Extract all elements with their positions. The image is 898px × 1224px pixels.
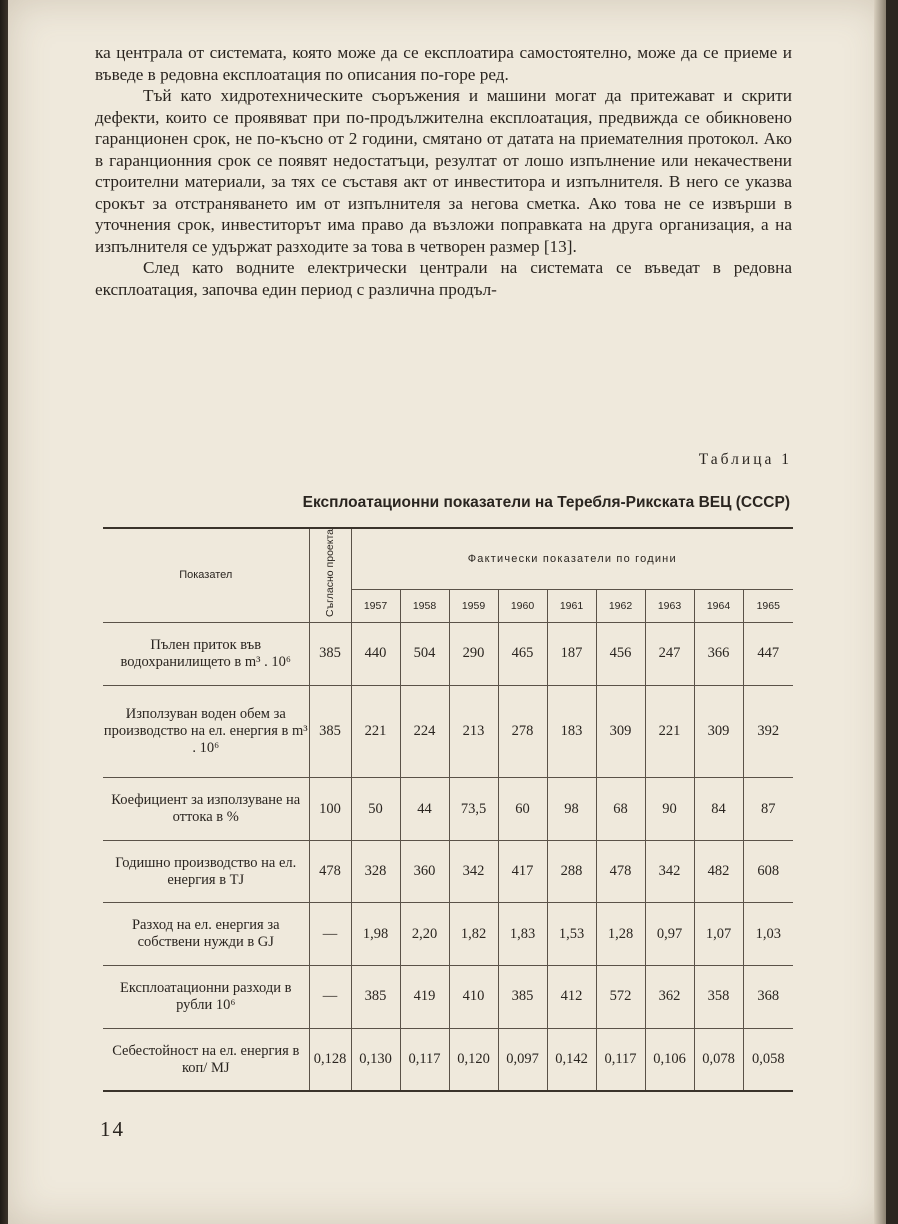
year-value: 87 xyxy=(743,778,793,841)
page-number: 14 xyxy=(100,1117,125,1141)
year-value: 504 xyxy=(400,622,449,685)
year-value: 224 xyxy=(400,685,449,778)
year-value: 385 xyxy=(351,966,400,1029)
year-value: 221 xyxy=(645,685,694,778)
year-header: 1957 xyxy=(351,589,400,622)
year-value: 221 xyxy=(351,685,400,778)
year-value: 309 xyxy=(694,685,743,778)
year-value: 440 xyxy=(351,622,400,685)
table-row xyxy=(103,622,793,685)
project-value: 0,128 xyxy=(309,1028,351,1091)
year-value: 278 xyxy=(498,685,547,778)
year-header: 1963 xyxy=(645,589,694,622)
year-value: 183 xyxy=(547,685,596,778)
year-header: 1959 xyxy=(449,589,498,622)
year-value: 84 xyxy=(694,778,743,841)
indicators-table xyxy=(103,527,793,1092)
year-value: 2,20 xyxy=(400,903,449,966)
table-row xyxy=(103,778,793,841)
project-value: — xyxy=(309,966,351,1029)
page-edge xyxy=(874,0,886,1224)
year-value: 358 xyxy=(694,966,743,1029)
year-header: 1958 xyxy=(400,589,449,622)
year-value: 1,98 xyxy=(351,903,400,966)
row-label: Годишно производство на ел. енергия в TJ xyxy=(103,840,309,903)
year-value: 60 xyxy=(498,778,547,841)
year-value: 187 xyxy=(547,622,596,685)
year-value: 342 xyxy=(449,840,498,903)
year-value: 0,058 xyxy=(743,1028,793,1091)
year-value: 0,120 xyxy=(449,1028,498,1091)
year-value: 572 xyxy=(596,966,645,1029)
year-value: 1,53 xyxy=(547,903,596,966)
year-header: 1965 xyxy=(743,589,793,622)
year-value: 44 xyxy=(400,778,449,841)
year-value: 362 xyxy=(645,966,694,1029)
year-value: 392 xyxy=(743,685,793,778)
year-value: 1,28 xyxy=(596,903,645,966)
year-header: 1964 xyxy=(694,589,743,622)
year-value: 1,83 xyxy=(498,903,547,966)
year-value: 290 xyxy=(449,622,498,685)
year-value: 447 xyxy=(743,622,793,685)
paragraph-warranty: Тъй като хидротехническите съоръжения и машини могат да притежават и скрити дефекти, които се проявяват при по-продължителна експлоатация, предвижда се обикновено гаранционен срок, не по-късно от 2 години, смятано от датата на приемателния протокол. Ако в гаранционния срок се появят недостатъци, резултат от лошо изпълнение или некачествени строителни материали, за тях се съставя акт от инвеститора и изпълнителя. В него се указва срокът за отстраняването им от изпълнителя за негова сметка. Ако това не се извърши в уточнения срок, инвеститорът има право да възложи поправката на друга организация, а на изпълнителя се удържат разходите за това в четворен размер [13]. xyxy=(95,86,792,256)
header-project xyxy=(309,528,351,622)
project-value: 385 xyxy=(309,622,351,685)
book-spine xyxy=(0,0,8,1224)
year-value: 410 xyxy=(449,966,498,1029)
year-value: 465 xyxy=(498,622,547,685)
row-label: Използуван воден обем за производство на ел. енергия в m³ . 10⁶ xyxy=(103,685,309,778)
year-value: 247 xyxy=(645,622,694,685)
year-value: 0,106 xyxy=(645,1028,694,1091)
row-label: Експлоатационни разходи в рубли 10⁶ xyxy=(103,966,309,1029)
year-value: 0,097 xyxy=(498,1028,547,1091)
year-value: 366 xyxy=(694,622,743,685)
row-label: Коефициент за използуване на оттока в % xyxy=(103,778,309,841)
year-value: 412 xyxy=(547,966,596,1029)
table-row xyxy=(103,1028,793,1091)
project-value: 385 xyxy=(309,685,351,778)
header-indicator: Показател xyxy=(103,528,309,622)
year-value: 1,07 xyxy=(694,903,743,966)
year-value: 385 xyxy=(498,966,547,1029)
year-value: 482 xyxy=(694,840,743,903)
year-value: 608 xyxy=(743,840,793,903)
paragraph-continued: ка централа от системата, която може да се експлоатира самостоятелно, може да се приеме и въведе в редовна експлоатация по описания по-горе ред. xyxy=(95,43,792,84)
year-value: 360 xyxy=(400,840,449,903)
table-row xyxy=(103,966,793,1029)
year-value: 73,5 xyxy=(449,778,498,841)
project-value: 478 xyxy=(309,840,351,903)
year-value: 0,117 xyxy=(400,1028,449,1091)
year-header: 1962 xyxy=(596,589,645,622)
year-value: 368 xyxy=(743,966,793,1029)
year-value: 417 xyxy=(498,840,547,903)
year-value: 342 xyxy=(645,840,694,903)
row-label: Пълен приток във водохранилището в m³ . 10⁶ xyxy=(103,622,309,685)
year-value: 68 xyxy=(596,778,645,841)
header-project-label: Съгласно проекта xyxy=(324,529,336,617)
table-row xyxy=(103,840,793,903)
row-label: Разход на ел. енергия за собствени нужди в GJ xyxy=(103,903,309,966)
year-value: 0,117 xyxy=(596,1028,645,1091)
table-title: Експлоатационни показатели на Теребля-Рикската ВЕЦ (СССР) xyxy=(302,494,790,511)
table-row xyxy=(103,903,793,966)
year-header: 1961 xyxy=(547,589,596,622)
year-value: 288 xyxy=(547,840,596,903)
year-value: 0,97 xyxy=(645,903,694,966)
year-value: 0,142 xyxy=(547,1028,596,1091)
year-value: 309 xyxy=(596,685,645,778)
year-value: 0,078 xyxy=(694,1028,743,1091)
year-value: 50 xyxy=(351,778,400,841)
year-value: 90 xyxy=(645,778,694,841)
year-value: 419 xyxy=(400,966,449,1029)
year-value: 478 xyxy=(596,840,645,903)
year-value: 213 xyxy=(449,685,498,778)
body-text xyxy=(95,42,792,300)
project-value: 100 xyxy=(309,778,351,841)
header-actual: Фактически показатели по години xyxy=(351,528,793,589)
year-value: 1,82 xyxy=(449,903,498,966)
year-value: 1,03 xyxy=(743,903,793,966)
table-row xyxy=(103,685,793,778)
year-value: 98 xyxy=(547,778,596,841)
year-value: 328 xyxy=(351,840,400,903)
paragraph-operation: След като водните електрически централи на системата се въведат в редовна експлоатация, започва един период с различна продъл- xyxy=(95,258,792,299)
year-value: 456 xyxy=(596,622,645,685)
year-value: 0,130 xyxy=(351,1028,400,1091)
row-label: Себестойност на ел. енергия в коп/ MJ xyxy=(103,1028,309,1091)
project-value: — xyxy=(309,903,351,966)
table-number: Таблица 1 xyxy=(698,451,792,468)
year-header: 1960 xyxy=(498,589,547,622)
